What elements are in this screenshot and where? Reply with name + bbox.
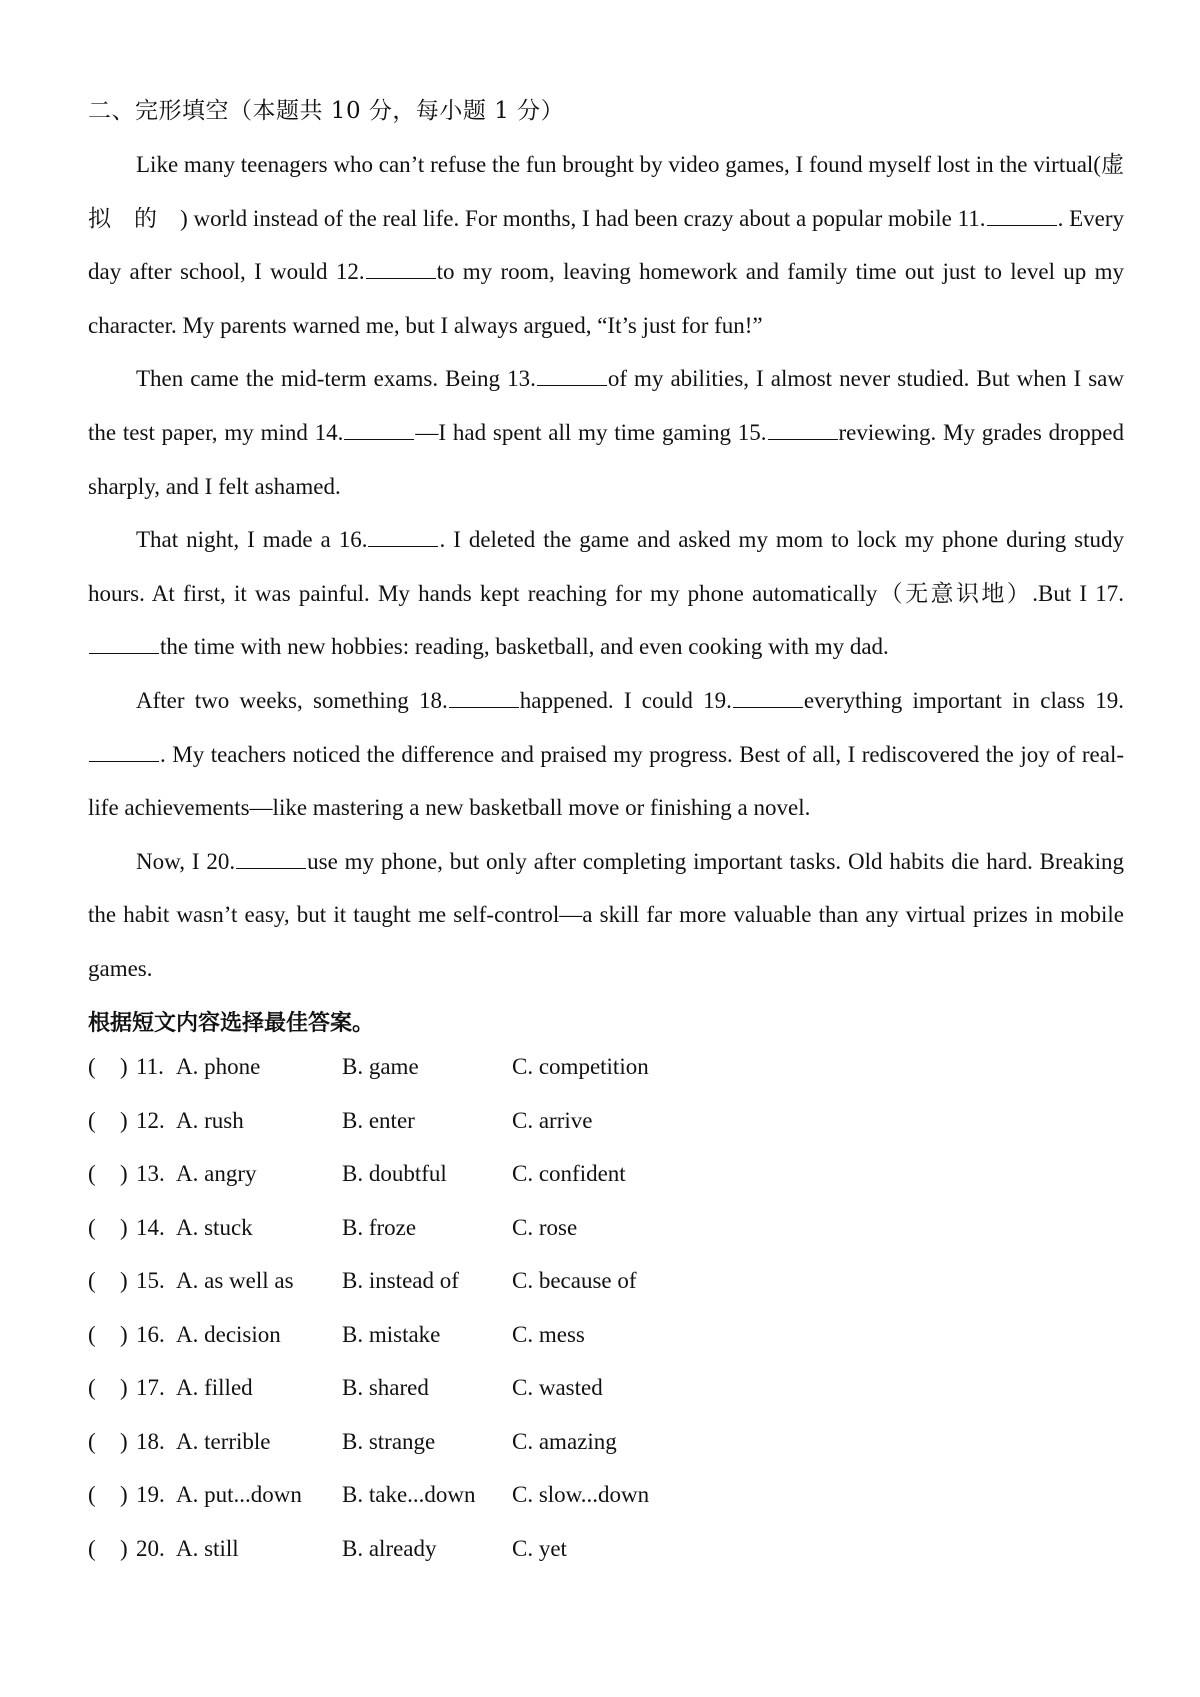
option-a: A. filled [176,1375,253,1400]
option-c: C. rose [512,1214,578,1240]
question-number: 14. [136,1214,165,1240]
answer-paren-open[interactable]: ( [88,1321,96,1347]
answer-blank [368,545,438,547]
question-row [88,1209,788,1263]
passage-text: After two weeks, something 18. [136,687,448,713]
option-c: C. competition [512,1054,649,1079]
answer-paren-open[interactable]: ( [88,1161,96,1186]
answer-paren-open[interactable]: ( [88,1428,96,1454]
option-b: B. already [342,1535,437,1561]
option-c: C. amazing [512,1428,617,1454]
option-c: C. arrive [512,1107,593,1133]
option-c: C. slow...down [512,1482,650,1507]
question-number: 18. [136,1428,165,1454]
question-number: 16. [136,1321,165,1347]
question-number: 20. [136,1535,165,1561]
instruction-text: 根据短文内容选择最佳答案。 [88,1011,375,1036]
answer-paren-open[interactable]: ( [88,1482,96,1507]
option-a: A. put...down [176,1482,302,1507]
passage-text: to my room, leaving homework and family time out just to level up my character. My parents warned me, but I always argued, “It’s just for fun!” [88,259,1124,338]
passage-text: That night, I made a 16. [136,527,368,553]
question-row [88,1530,788,1584]
passage-paragraph [88,138,1147,352]
option-b: B. shared [342,1375,429,1400]
option-a: A. angry [176,1161,257,1186]
answer-paren-open[interactable]: ( [88,1054,96,1079]
passage-text: the time with new hobbies: reading, basketball, and even cooking with my dad. [160,634,889,660]
answer-paren-close: ) [120,1107,128,1133]
passage-text: —I had spent all my time gaming 15. [415,419,767,445]
answer-paren-close: ) [120,1161,128,1186]
answer-paren-open[interactable]: ( [88,1375,96,1400]
passage-text: happened. I could 19. [519,687,732,713]
option-a: A. terrible [176,1428,271,1454]
option-b: B. instead of [342,1268,459,1293]
option-c: C. because of [512,1268,637,1293]
option-a: A. phone [176,1054,261,1079]
answer-blank [449,706,519,708]
passage-text: Like many teenagers who can’t refuse the fun brought by video games, I found myself lost in the virtual(虚 拟 的 ) world instead of the real life. For months, I had been crazy about a popular mobile 11. [88,152,1147,231]
question-row [88,1262,788,1316]
answer-paren-open[interactable]: ( [88,1214,96,1240]
question-row [88,1155,788,1209]
option-c: C. confident [512,1161,626,1186]
option-c: C. wasted [512,1375,603,1400]
option-b: B. strange [342,1428,436,1454]
question-number: 19. [136,1482,165,1507]
question-number: 11. [136,1054,164,1079]
option-b: B. doubtful [342,1161,447,1186]
passage-paragraph [88,835,1124,996]
option-b: B. take...down [342,1482,476,1507]
passage-paragraph [88,352,1124,513]
answer-paren-open[interactable]: ( [88,1107,96,1133]
question-row [88,1423,788,1477]
answer-blank [987,224,1057,226]
answer-paren-close: ) [120,1535,128,1561]
answer-blank [236,867,306,869]
answer-paren-close: ) [120,1054,128,1079]
option-b: B. enter [342,1107,415,1133]
question-row [88,1048,788,1102]
question-list [88,1048,788,1583]
answer-blank [768,438,838,440]
answer-paren-open[interactable]: ( [88,1268,96,1293]
question-number: 15. [136,1268,165,1293]
passage-paragraph [88,513,1124,674]
answer-paren-close: ) [120,1321,128,1347]
section-title: 二、完形填空（本题共 10 分，每小题 1 分） [88,98,565,124]
question-row [88,1102,788,1156]
option-a: A. as well as [176,1268,294,1293]
answer-paren-close: ) [120,1268,128,1293]
question-number: 17. [136,1375,165,1400]
option-b: B. froze [342,1214,417,1240]
passage-text: everything important in class 19. [803,687,1124,713]
passage-paragraph [88,674,1124,835]
passage-text: . My teachers noticed the difference and praised my progress. Best of all, I rediscovered the joy of real-life achievements—like mastering a new basketball move or finishing a novel. [88,741,1124,821]
answer-blank [344,438,414,440]
question-number: 13. [136,1161,165,1186]
question-row [88,1476,788,1530]
answer-paren-close: ) [120,1375,128,1400]
cloze-passage [88,138,1147,996]
option-c: C. yet [512,1535,567,1561]
answer-blank [537,384,607,386]
answer-paren-close: ) [120,1428,128,1454]
option-c: C. mess [512,1321,585,1347]
passage-text: Now, I 20. [136,848,236,874]
option-a: A. still [176,1535,239,1561]
question-number: 12. [136,1107,165,1133]
option-a: A. stuck [176,1214,253,1240]
answer-blank [733,706,803,708]
passage-text: reviewing. My grades dropped sharply, and I felt ashamed. [88,419,1125,499]
answer-blank [366,277,436,279]
option-b: B. game [342,1054,419,1079]
option-a: A. rush [176,1107,244,1133]
passage-text: . Every day after school, I would 12. [88,205,1124,285]
passage-text: of my abilities, I almost never studied. But when I saw the test paper, my mind 14. [88,366,1124,445]
answer-paren-close: ) [120,1482,128,1507]
passage-text: use my phone, but only after completing important tasks. Old habits die hard. Breaking the habit wasn’t easy, but it taught me self-control—a skill far more valuable than any virtual prizes in mobile games. [88,848,1124,981]
answer-paren-open[interactable]: ( [88,1535,96,1561]
option-a: A. decision [176,1321,281,1347]
answer-blank [89,760,159,762]
answer-paren-close: ) [120,1214,128,1240]
passage-text: Then came the mid-term exams. Being 13. [136,366,536,392]
answer-blank [89,652,159,654]
question-row [88,1369,788,1423]
question-row [88,1316,788,1370]
passage-text: . I deleted the game and asked my mom to lock my phone during study hours. At first, it was painful. My hands kept reaching for my phone automatically（无意识地）.But I 17. [88,527,1124,606]
option-b: B. mistake [342,1321,441,1347]
